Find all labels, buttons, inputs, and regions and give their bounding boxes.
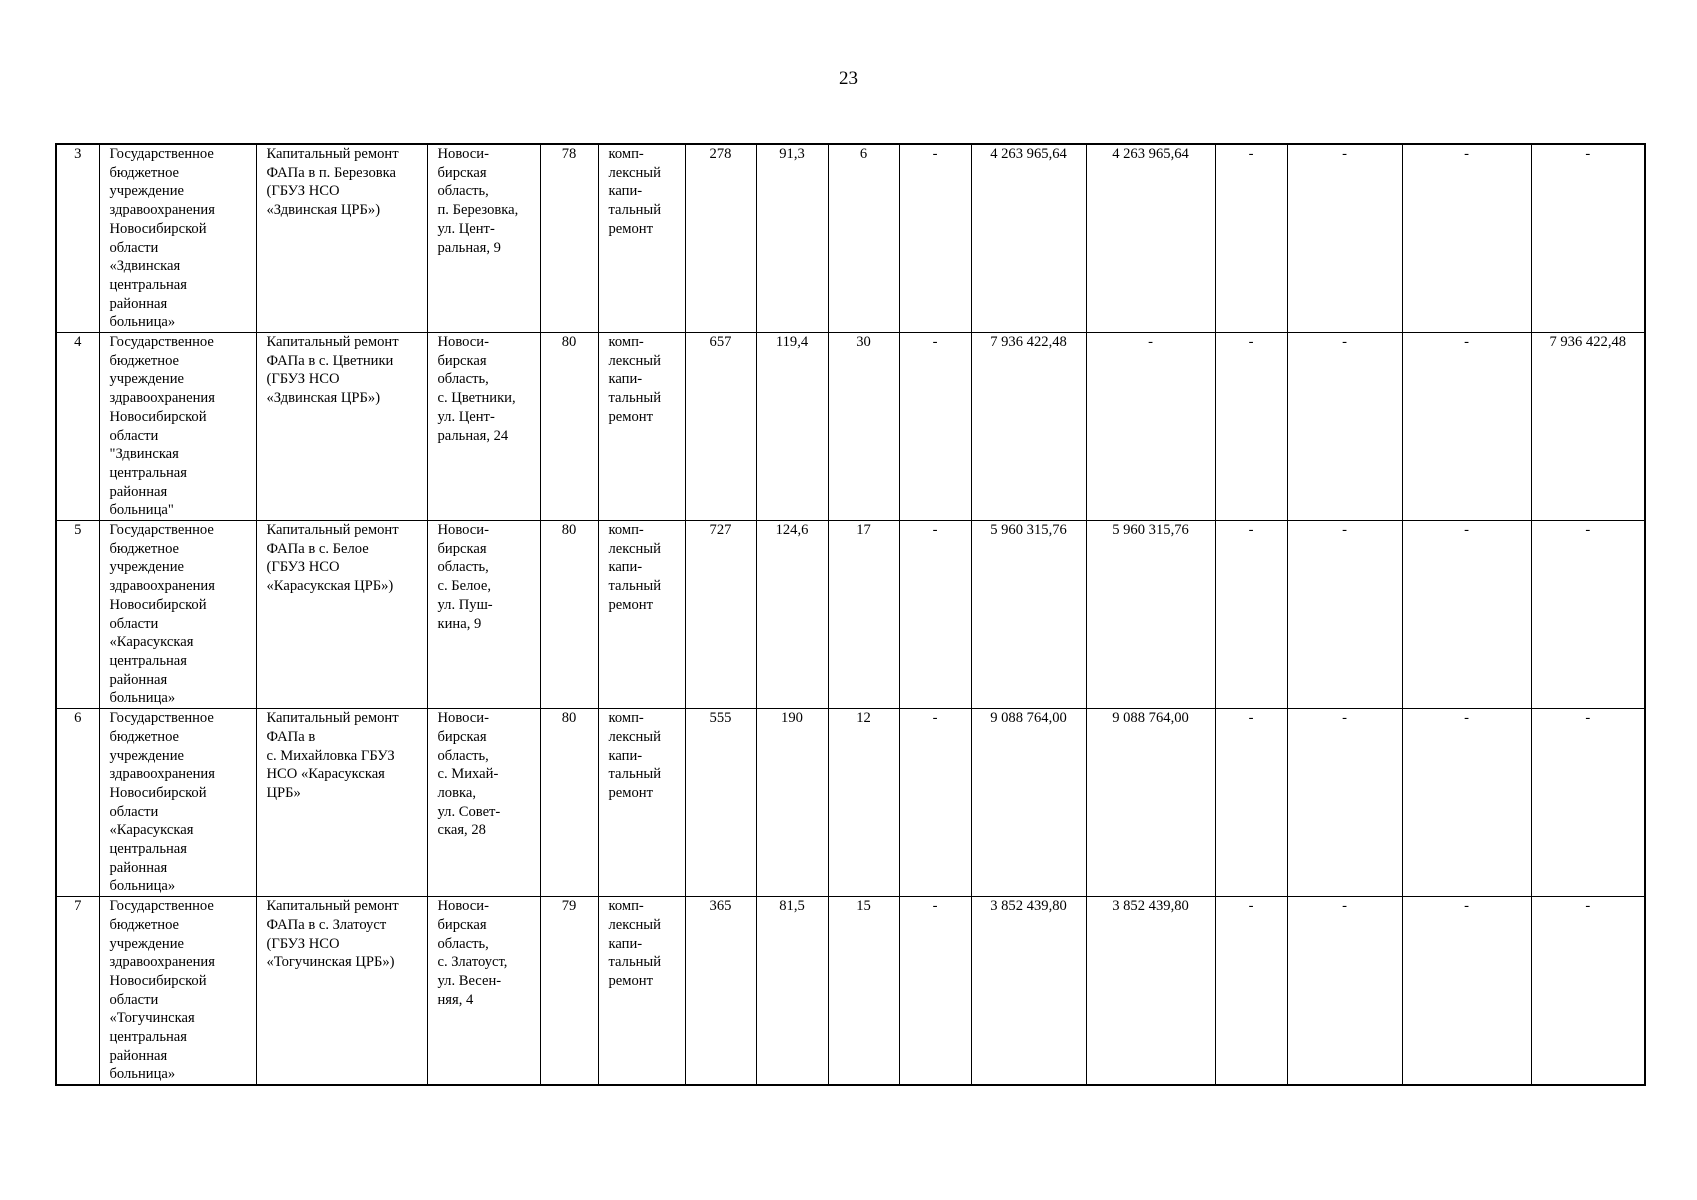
cell-col-9	[828, 709, 899, 897]
cell-col-15-text: -	[1464, 334, 1469, 351]
cell-col-5	[540, 897, 598, 1086]
cell-col-15-text: -	[1464, 710, 1469, 727]
cell-institution-text: Государственное бюджетное учреждение здравоохранения Новосибирской области «Карасукская центральная районная больница»	[109, 710, 215, 895]
cell-col-7	[685, 333, 756, 521]
cell-col-11	[971, 897, 1086, 1086]
cell-col-16	[1531, 144, 1645, 333]
cell-object-name-text: Капитальный ремонт ФАПа в с. Цветники (ГБУЗ НСО «Здвинская ЦРБ»)	[266, 334, 399, 407]
cell-row-number	[56, 144, 99, 333]
cell-col-12	[1086, 144, 1215, 333]
cell-col-7-text: 555	[709, 710, 732, 727]
cell-col-12	[1086, 897, 1215, 1086]
page-number: 23	[839, 68, 858, 89]
cell-col-14-text: -	[1342, 334, 1347, 351]
cell-institution	[99, 144, 256, 333]
cell-col-9	[828, 897, 899, 1086]
cell-row-number-text: 7	[74, 898, 82, 915]
cell-col-9	[828, 521, 899, 709]
cell-work-type	[598, 897, 685, 1086]
cell-col-9-text: 30	[856, 334, 871, 351]
cell-work-type	[598, 709, 685, 897]
cell-col-15-text: -	[1464, 522, 1469, 539]
cell-col-16-text: -	[1585, 710, 1591, 727]
cell-col-8	[756, 144, 828, 333]
cell-col-10	[899, 333, 971, 521]
cell-col-5-text: 80	[561, 522, 577, 539]
cell-col-11-text: 5 960 315,76	[990, 522, 1067, 539]
capital-repair-table	[55, 143, 1646, 1086]
cell-col-11-text: 3 852 439,80	[990, 898, 1067, 915]
cell-col-5-text: 79	[561, 898, 577, 915]
cell-col-9-text: 15	[856, 898, 871, 915]
cell-col-10	[899, 144, 971, 333]
cell-col-16	[1531, 333, 1645, 521]
cell-col-16	[1531, 709, 1645, 897]
cell-col-8	[756, 709, 828, 897]
cell-col-9-text: 17	[856, 522, 871, 539]
cell-address-text: Новоси- бирская область, с. Михай- ловка, ул. Совет- ская, 28	[437, 710, 501, 839]
cell-address	[427, 897, 540, 1086]
cell-institution	[99, 333, 256, 521]
cell-col-13	[1215, 521, 1287, 709]
cell-col-5	[540, 144, 598, 333]
cell-institution-text: Государственное бюджетное учреждение здравоохранения Новосибирской области "Здвинская центральная районная больница"	[109, 334, 215, 519]
cell-address-text: Новоси- бирская область, с. Белое, ул. Пуш- кина, 9	[437, 522, 493, 632]
cell-col-9-text: 6	[859, 146, 868, 162]
cell-col-13-text: -	[1248, 898, 1254, 915]
cell-work-type-text: комп- лексный капи- тальный ремонт	[608, 146, 662, 237]
cell-col-14-text: -	[1342, 710, 1347, 727]
cell-col-15	[1402, 521, 1531, 709]
cell-col-13	[1215, 709, 1287, 897]
cell-col-5-text: 80	[561, 710, 577, 727]
cell-object-name-text: Капитальный ремонт ФАПа в с. Михайловка ГБУЗ НСО «Карасукская ЦРБ»	[266, 710, 399, 801]
cell-col-8-text: 124,6	[775, 522, 809, 539]
cell-object-name	[256, 709, 427, 897]
cell-col-10-text: -	[932, 898, 938, 915]
cell-col-8-text: 91,3	[779, 146, 805, 162]
cell-col-15	[1402, 333, 1531, 521]
cell-col-15	[1402, 709, 1531, 897]
cell-row-number-text: 3	[74, 146, 82, 162]
cell-col-13-text: -	[1248, 146, 1254, 162]
cell-col-11	[971, 144, 1086, 333]
cell-institution	[99, 709, 256, 897]
cell-object-name	[256, 333, 427, 521]
cell-col-10	[899, 521, 971, 709]
cell-col-16-text: -	[1585, 146, 1591, 162]
cell-col-9-text: 12	[856, 710, 871, 727]
cell-col-8	[756, 897, 828, 1086]
cell-col-7-text: 365	[709, 898, 732, 915]
cell-row-number	[56, 521, 99, 709]
cell-col-15	[1402, 897, 1531, 1086]
cell-col-13	[1215, 333, 1287, 521]
cell-col-7-text: 727	[709, 522, 732, 539]
cell-col-9	[828, 333, 899, 521]
cell-col-16-text: 7 936 422,48	[1549, 334, 1627, 351]
cell-work-type	[598, 333, 685, 521]
cell-col-13-text: -	[1248, 334, 1254, 351]
cell-col-12-text: -	[1148, 334, 1153, 351]
cell-col-13-text: -	[1248, 710, 1254, 727]
cell-col-7	[685, 897, 756, 1086]
cell-row-number	[56, 709, 99, 897]
table-row	[56, 709, 1645, 897]
cell-col-5	[540, 521, 598, 709]
cell-col-11	[971, 521, 1086, 709]
cell-address-text: Новоси- бирская область, с. Цветники, ул. Цент- ральная, 24	[437, 334, 516, 444]
cell-col-13-text: -	[1248, 522, 1254, 539]
cell-object-name-text: Капитальный ремонт ФАПа в с. Златоуст (ГБУЗ НСО «Тогучинская ЦРБ»)	[266, 898, 399, 971]
cell-col-12	[1086, 709, 1215, 897]
cell-col-5	[540, 709, 598, 897]
cell-address	[427, 333, 540, 521]
table-row	[56, 521, 1645, 709]
cell-col-12-text: 3 852 439,80	[1112, 898, 1189, 915]
cell-col-12-text: 9 088 764,00	[1112, 710, 1189, 727]
cell-work-type-text: комп- лексный капи- тальный ремонт	[608, 898, 662, 989]
cell-col-10	[899, 709, 971, 897]
cell-col-14	[1287, 144, 1402, 333]
table-row	[56, 144, 1645, 333]
cell-col-10-text: -	[932, 146, 938, 162]
cell-col-15	[1402, 144, 1531, 333]
cell-col-14-text: -	[1342, 898, 1347, 915]
cell-object-name	[256, 144, 427, 333]
table-body	[56, 144, 1645, 1085]
cell-col-16	[1531, 897, 1645, 1086]
cell-col-13	[1215, 897, 1287, 1086]
cell-col-11-text: 7 936 422,48	[990, 334, 1067, 351]
cell-col-5-text: 78	[561, 146, 577, 162]
cell-address-text: Новоси- бирская область, п. Березовка, ул. Цент- ральная, 9	[437, 146, 519, 256]
cell-col-5-text: 80	[561, 334, 577, 351]
cell-address-text: Новоси- бирская область, с. Златоуст, ул. Весен- няя, 4	[437, 898, 508, 1008]
cell-object-name-text: Капитальный ремонт ФАПа в с. Белое (ГБУЗ НСО «Карасукская ЦРБ»)	[266, 522, 399, 595]
cell-col-12	[1086, 521, 1215, 709]
cell-col-10-text: -	[932, 522, 938, 539]
cell-address	[427, 521, 540, 709]
cell-col-11	[971, 709, 1086, 897]
cell-work-type	[598, 521, 685, 709]
cell-col-13	[1215, 144, 1287, 333]
table-row	[56, 333, 1645, 521]
cell-work-type	[598, 144, 685, 333]
cell-col-15-text: -	[1464, 898, 1469, 915]
cell-address	[427, 709, 540, 897]
cell-col-7	[685, 144, 756, 333]
cell-row-number	[56, 333, 99, 521]
cell-col-12-text: 5 960 315,76	[1112, 522, 1189, 539]
cell-col-12	[1086, 333, 1215, 521]
cell-object-name	[256, 521, 427, 709]
table-row	[56, 897, 1645, 1086]
cell-col-7-text: 657	[709, 334, 732, 351]
cell-col-14	[1287, 521, 1402, 709]
cell-col-10-text: -	[932, 710, 938, 727]
cell-work-type-text: комп- лексный капи- тальный ремонт	[608, 334, 662, 425]
cell-institution	[99, 521, 256, 709]
cell-row-number-text: 4	[74, 334, 82, 351]
cell-institution	[99, 897, 256, 1086]
cell-work-type-text: комп- лексный капи- тальный ремонт	[608, 522, 662, 613]
cell-col-14	[1287, 709, 1402, 897]
cell-col-8-text: 190	[781, 710, 803, 727]
cell-row-number-text: 6	[74, 710, 82, 727]
cell-col-16	[1531, 521, 1645, 709]
cell-object-name-text: Капитальный ремонт ФАПа в п. Березовка (ГБУЗ НСО «Здвинская ЦРБ»)	[266, 146, 399, 219]
cell-col-7	[685, 521, 756, 709]
cell-institution-text: Государственное бюджетное учреждение здравоохранения Новосибирской области «Карасукская центральная районная больница»	[109, 522, 215, 707]
cell-col-8-text: 81,5	[779, 898, 805, 915]
cell-col-11-text: 9 088 764,00	[990, 710, 1067, 727]
cell-col-11-text: 4 263 965,64	[990, 146, 1067, 162]
cell-col-10	[899, 897, 971, 1086]
cell-col-15-text: -	[1464, 146, 1469, 162]
cell-work-type-text: комп- лексный капи- тальный ремонт	[608, 710, 662, 801]
cell-col-16-text: -	[1585, 898, 1591, 915]
cell-institution-text: Государственное бюджетное учреждение здравоохранения Новосибирской области «Тогучинская центральная районная больница»	[109, 898, 215, 1083]
cell-col-8	[756, 521, 828, 709]
cell-address	[427, 144, 540, 333]
cell-col-16-text: -	[1585, 522, 1591, 539]
cell-row-number-text: 5	[74, 522, 82, 539]
cell-col-12-text: 4 263 965,64	[1112, 146, 1189, 162]
cell-row-number	[56, 897, 99, 1086]
cell-col-5	[540, 333, 598, 521]
cell-col-7-text: 278	[709, 146, 732, 162]
cell-col-8-text: 119,4	[775, 334, 809, 351]
cell-col-10-text: -	[932, 334, 938, 351]
cell-col-8	[756, 333, 828, 521]
cell-col-14-text: -	[1342, 146, 1347, 162]
cell-col-14	[1287, 897, 1402, 1086]
cell-col-11	[971, 333, 1086, 521]
cell-object-name	[256, 897, 427, 1086]
cell-col-14-text: -	[1342, 522, 1347, 539]
cell-col-7	[685, 709, 756, 897]
cell-col-9	[828, 144, 899, 333]
cell-institution-text: Государственное бюджетное учреждение здравоохранения Новосибирской области «Здвинская центральная районная больница»	[109, 146, 215, 331]
cell-col-14	[1287, 333, 1402, 521]
